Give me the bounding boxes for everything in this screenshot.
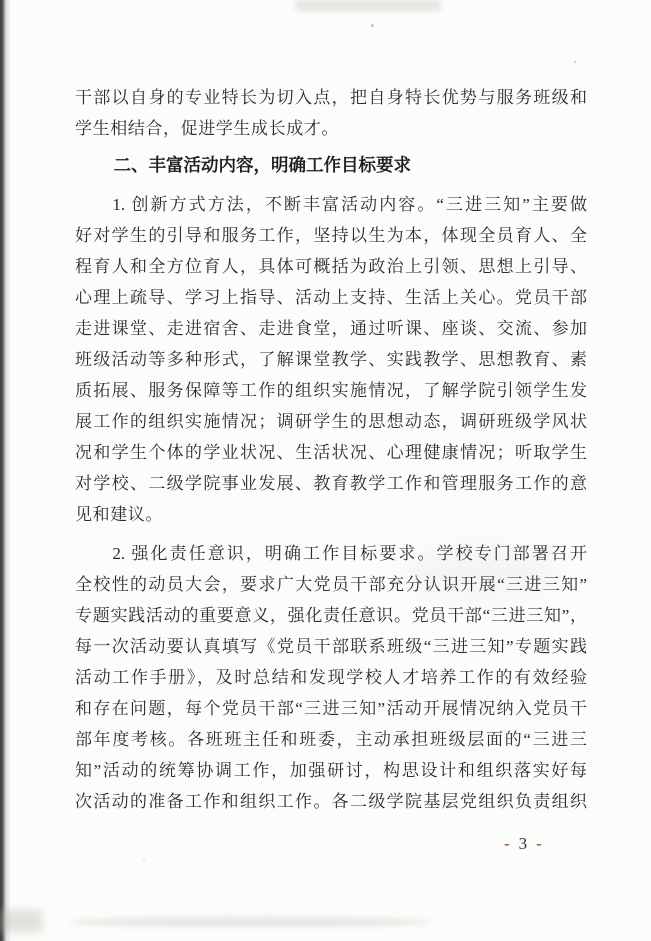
document-text-body [75, 82, 587, 817]
text-line: 2. 强化责任意识，明确工作目标要求。学校专门部署召开 [112, 544, 587, 563]
text-line: 和存在问题，每个党员干部“三进三知”活动开展情况纳入党员干 [75, 699, 587, 718]
text-line: 活动工作手册》，及时总结和发现学校人才培养工作的有效经验 [75, 668, 587, 687]
text-line: 质拓展、服务保障等工作的组织实施情况，了解学院引领学生发 [75, 381, 587, 400]
page-number-dash-left: - [504, 834, 510, 853]
scan-edge-left [0, 0, 11, 941]
page-number-dash-right: - [536, 834, 542, 853]
scan-speck [574, 61, 576, 63]
text-line: 对学校、二级学院事业发展、教育教学工作和管理服务工作的意 [75, 474, 587, 493]
scan-speck [371, 24, 374, 27]
text-line: 班级活动等多种形式，了解课堂教学、实践教学、思想教育、素 [75, 350, 587, 369]
text-line: 每一次活动要认真填写《党员干部联系班级“三进三知”专题实践 [75, 637, 587, 656]
text-line: 好对学生的引导和服务工作，坚持以生为本，体现全员育人、全 [75, 226, 587, 245]
page-number [504, 834, 542, 853]
text-line: 知”活动的统筹协调工作，加强研讨，构思设计和组织落实好每 [75, 761, 587, 780]
scan-speck [143, 858, 145, 860]
page-number-value: 3 [518, 834, 528, 853]
text-line: 部年度考核。各班班主任和班委，主动承担班级层面的“三进三 [75, 730, 587, 749]
text-line: 见和建议。 [75, 505, 163, 524]
text-line: 学生相结合，促进学生成长成才。 [75, 119, 339, 138]
text-line: 程育人和全方位育人，具体可概括为政治上引领、思想上引导、 [75, 257, 587, 276]
text-line: 全校性的动员大会，要求广大党员干部充分认识开展“三进三知” [75, 575, 587, 594]
text-line: 干部以自身的专业特长为切入点，把自身特长优势与服务班级和 [75, 88, 587, 107]
text-line: 次活动的准备工作和组织工作。各二级学院基层党组织负责组织 [75, 792, 587, 811]
section-heading: 二、丰富活动内容，明确工作目标要求 [113, 155, 411, 175]
text-line: 专题实践活动的重要意义，强化责任意识。党员干部“三进三知”， [75, 606, 587, 625]
text-line: 心理上疏导、学习上指导、活动上支持、生活上关心。党员干部 [75, 288, 587, 307]
text-line: 况和学生个体的学业状况、生活状况、心理健康情况；听取学生 [75, 443, 587, 462]
scan-noise-bottom [70, 917, 430, 927]
scan-blob-bottom-left [0, 910, 42, 932]
text-line: 走进课堂、走进宿舍、走进食堂，通过听课、座谈、交流、参加 [75, 319, 587, 338]
text-line: 展工作的组织实施情况；调研学生的思想动态，调研班级学风状 [75, 412, 587, 431]
scan-smudge-top [296, 0, 441, 11]
text-line: 1. 创新方式方法，不断丰富活动内容。“三进三知”主要做 [112, 195, 587, 214]
